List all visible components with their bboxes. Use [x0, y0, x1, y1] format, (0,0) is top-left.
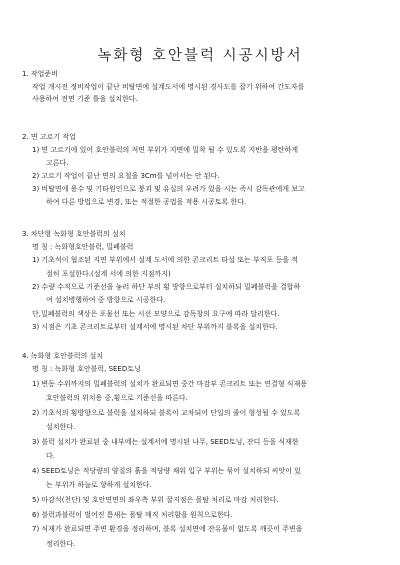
section-text-line: 7) 식재가 완료되면 주변 환경을 정리하며, 블록 설치면에 잔유물이 없도록 깨끗이 주변을	[32, 525, 303, 534]
section-text-line: 작업 개시전 정비작업이 끝난 비탈면에 설계도서에 명시된 경사도를 잡기 위하여 간도자를	[32, 83, 305, 91]
section-text-line: 단,밀폐블럭의 색상은 포물선 또는 시선 모양으로 감독창의 요구에 따라 달리한다.	[32, 309, 280, 318]
section-text-line: 다.	[46, 452, 55, 461]
section-text-line: 명 칭 : 녹화형 호안블럭, SEED토닝	[32, 365, 141, 373]
section-heading: 2. 면 고르기 작업	[22, 133, 76, 141]
section-text-line: 설치한다.	[46, 423, 76, 432]
section-text-line: 1) 기초석이 협조된 지면 부위에서 설계 도서에 의한 콘크리트 타설 또는 부직포 등을 적	[32, 256, 299, 265]
section-text-line: 4) SEED토닝은 적당량의 양질의 흙을 적당량 채워 입구 부위는 묶어 설치하되 씨앗이 있	[32, 466, 301, 475]
section-text-line: 6) 블럭과블럭이 벌어진 틈새는 몰탈 매직 처리함을 원칙으로한다.	[32, 510, 233, 519]
section-text-line: 2) 수량 수직으로 기준선을 놓러 하단 부의 횡 방향으로부터 설치하되 밀폐블럭을 결합하	[32, 282, 301, 291]
section-text-line: 1) 면 고르기에 있어 호안블럭의 저면 부위가 지면에 밀착 될 수 있도록 지반을 평탄하게	[32, 146, 299, 154]
section-text-line: 5) 마감석(천단) 및 호안면면의 좌우측 부위 꿀지점은 몰탈 처리로 마감 처리한다.	[32, 495, 279, 504]
section-heading: 4. 녹화형 호안블럭의 설치	[22, 352, 103, 360]
section-text-line: 고른다.	[46, 159, 69, 167]
section-text-line: 3) 비탈면에 용수 및 기타원인으로 붕괴 및 유실의 우려가 있을 시는 즉시 감독관에게 보고	[32, 185, 305, 193]
section-text-line: 명 칭 : 녹화형호안블럭, 밀폐블럭	[32, 243, 134, 251]
section-text-line: 2) 고르기 작업이 끝난 면의 요철을 3Cm를 넘어서는 안 된다.	[32, 172, 220, 180]
section-text-line: 3) 블럭 설치가 완료된 중 내부에는 설계서에 명시된 나무, SEED토닝, 잔디 등을 식재한	[32, 437, 299, 446]
section-text-line: 하여 다른 방법으로 변경, 또는 적절한 공법을 적용 시공토록 한다.	[46, 198, 247, 206]
section-heading: 1. 작업준비	[22, 70, 58, 78]
document-title: 녹화형 호안블럭 시공시방서	[97, 48, 303, 64]
section-text-line: 사용하여 전면 기준 틀을 설치한다.	[32, 95, 138, 103]
section-text-line: 는 부위가 하늘로 향하게 설치한다.	[46, 481, 152, 490]
section-heading: 3. 차단형 녹화형 호안블럭의 설치	[22, 230, 126, 238]
section-text-line: 1) 변동 수위까지의 밀폐블럭의 설치가 완료되면 중간 마감부 콘크리트 또는 연결형 식재용	[32, 379, 308, 388]
section-text-line: 여 설치병행하여 중 방향으로 시공한다.	[46, 296, 166, 305]
section-text-line: 절히 포설한다.(설계 서에 의한 지점까지)	[46, 269, 171, 278]
section-text-line: 정리한다.	[46, 539, 76, 548]
section-text-line: 3) 시점은 기초 콘크리트로부터 설계서에 명시된 차단 부위까지 블록을 설치한다.	[32, 322, 278, 331]
section-text-line: 2) 기초석의 횡방향으로 블럭을 설치하되 블록이 교차되어 단일의 줄이 형성될 수 있도록	[32, 408, 301, 417]
section-text-line: 호안블럭의 위치용 중,횡으로 기준선을 따른다.	[46, 394, 188, 403]
